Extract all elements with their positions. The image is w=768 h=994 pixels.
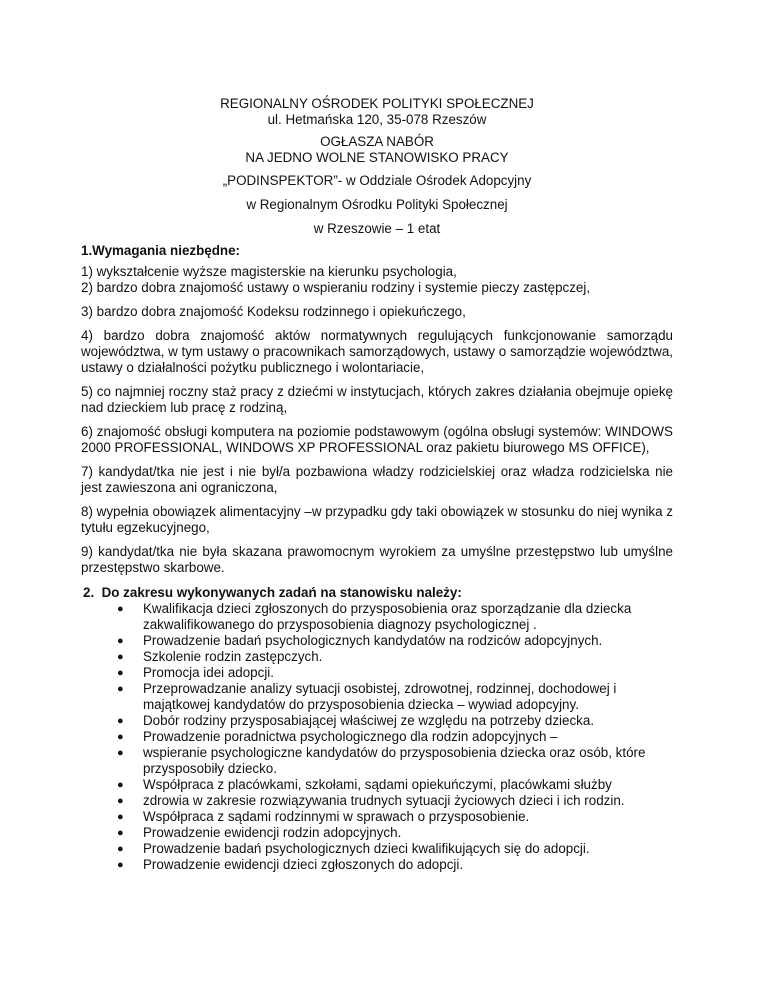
bullet-icon: ●: [117, 747, 124, 759]
bullet-icon: ●: [117, 795, 124, 807]
requirements-list: [81, 264, 696, 576]
duty-text: Szkolenie rodzin zastępczych.: [143, 649, 323, 664]
organization-name: REGIONALNY OŚRODEK POLITYKI SPOŁECZNEJ: [220, 96, 534, 111]
bullet-icon: ●: [117, 859, 124, 871]
duty-item: [81, 601, 673, 633]
location-line-1: w Regionalnym Ośrodku Polityki Społecznej: [246, 197, 508, 212]
duty-text: zdrowia w zakresie rozwiązywania trudnych sytuacji życiowych dzieci i ich rodzin.: [143, 793, 625, 808]
bullet-icon: ●: [117, 683, 124, 695]
announcement-line-2: NA JEDNO WOLNE STANOWISKO PRACY: [245, 150, 509, 165]
duty-text: Prowadzenie ewidencji dzieci zgłoszonych do adopcji.: [143, 857, 464, 872]
requirement-item: 4) bardzo dobra znajomość aktów normatywnych regulujących funkcjonowanie samorządu województwa, w tym ustawy o pracownikach samorządowych, ustawy o samorządzie województwa, ustawy o działalności pożytku publicznego i wolontariacie,: [81, 328, 673, 375]
bullet-icon: ●: [117, 651, 124, 663]
requirement-item: 3) bardzo dobra znajomość Kodeksu rodzinnego i opiekuńczego,: [81, 304, 466, 319]
requirement-item: 6) znajomość obsługi komputera na poziomie podstawowym (ogólna obsługi systemów: WINDOWS 2000 PROFESSIONAL, WINDOWS XP PROFESSIONAL oraz pakietu biurowego MS OFFICE),: [81, 424, 696, 455]
location-line-2: w Rzeszowie – 1 etat: [313, 221, 441, 236]
duty-text: Prowadzenie badań psychologicznych dzieci kwalifikujących się do adopcji.: [143, 841, 590, 856]
duty-item: [81, 633, 673, 649]
bullet-icon: ●: [117, 779, 124, 791]
duty-item: [81, 793, 673, 809]
duty-text: Prowadzenie ewidencji rodzin adopcyjnych.: [143, 825, 402, 840]
duty-item: [81, 729, 673, 745]
announcement-line-1: OGŁASZA NABÓR: [320, 134, 434, 149]
bullet-icon: ●: [117, 603, 124, 615]
duty-item: [81, 825, 673, 841]
bullet-icon: ●: [117, 635, 124, 647]
bullet-icon: ●: [117, 715, 124, 727]
position-title: „PODINSPEKTOR”- w Oddziale Ośrodek Adopcyjny: [222, 173, 532, 188]
duties-list: [81, 601, 673, 873]
bullet-icon: ●: [117, 843, 124, 855]
duty-item: [81, 857, 673, 873]
organization-address: ul. Hetmańska 120, 35-078 Rzeszów: [267, 112, 487, 127]
bullet-icon: ●: [117, 811, 124, 823]
duty-item: [81, 809, 673, 825]
duty-item: [81, 713, 673, 729]
requirements-title: 1.Wymagania niezbędne:: [81, 243, 240, 258]
bullet-icon: ●: [117, 827, 124, 839]
duty-item: [81, 777, 673, 793]
requirement-item: 5) co najmniej roczny staż pracy z dziećmi w instytucjach, których zakres działania obejmuje opiekę nad dzieckiem lub pracę z rodziną,: [81, 384, 673, 415]
duty-item: [81, 681, 673, 713]
duty-text: Współpraca z sądami rodzinnymi w sprawach o przysposobienie.: [143, 809, 530, 824]
bullet-icon: ●: [117, 731, 124, 743]
duty-item: [81, 649, 673, 665]
duty-item: [81, 841, 673, 857]
requirement-item: 9) kandydat/tka nie była skazana prawomocnym wyrokiem za umyślne przestępstwo lub umyślne przestępstwo skarbowe.: [81, 544, 673, 575]
duty-text: Kwalifikacja dzieci zgłoszonych do przysposobienia oraz sporządzanie dla dziecka zakwalifikowanego do przysposobienia diagnozy psychologicznej .: [143, 601, 632, 632]
duties-title: 2. Do zakresu wykonywanych zadań na stanowisku należy:: [83, 585, 462, 600]
duty-text: Prowadzenie badań psychologicznych kandydatów na rodziców adopcyjnych.: [143, 633, 603, 648]
duty-text: Współpraca z placówkami, szkołami, sądami opiekuńczymi, placówkami służby: [143, 777, 612, 792]
duty-text: Dobór rodziny przysposabiającej właściwej ze względu na potrzeby dziecka.: [143, 713, 595, 728]
document-page: [81, 96, 696, 873]
document-header: [81, 96, 673, 237]
duty-text: Promocja idei adopcji.: [143, 665, 274, 680]
duty-text: Prowadzenie poradnictwa psychologicznego dla rodzin adopcyjnych –: [143, 729, 558, 744]
duty-text: wspieranie psychologiczne kandydatów do przysposobienia dziecka oraz osób, które przysposobiły dziecko.: [143, 745, 646, 776]
bullet-icon: ●: [117, 667, 124, 679]
duty-item: [81, 745, 673, 777]
duty-text: Przeprowadzanie analizy sytuacji osobistej, zdrowotnej, rodzinnej, dochodowej i majątkowej kandydatów do przysposobienia dziecka – wywiad adopcyjny.: [143, 681, 617, 712]
requirement-item: 2) bardzo dobra znajomość ustawy o wspieraniu rodziny i systemie pieczy zastępczej,: [81, 280, 591, 295]
duty-item: [81, 665, 673, 681]
requirement-item: 8) wypełnia obowiązek alimentacyjny –w przypadku gdy taki obowiązek w stosunku do niej wynika z tytułu egzekucyjnego,: [81, 504, 673, 535]
requirement-item: 7) kandydat/tka nie jest i nie był/a pozbawiona władzy rodzicielskiej oraz władza rodzicielska nie jest zawieszona ani ograniczona,: [81, 464, 673, 495]
requirement-item: 1) wykształcenie wyższe magisterskie na kierunku psychologia,: [81, 264, 457, 279]
